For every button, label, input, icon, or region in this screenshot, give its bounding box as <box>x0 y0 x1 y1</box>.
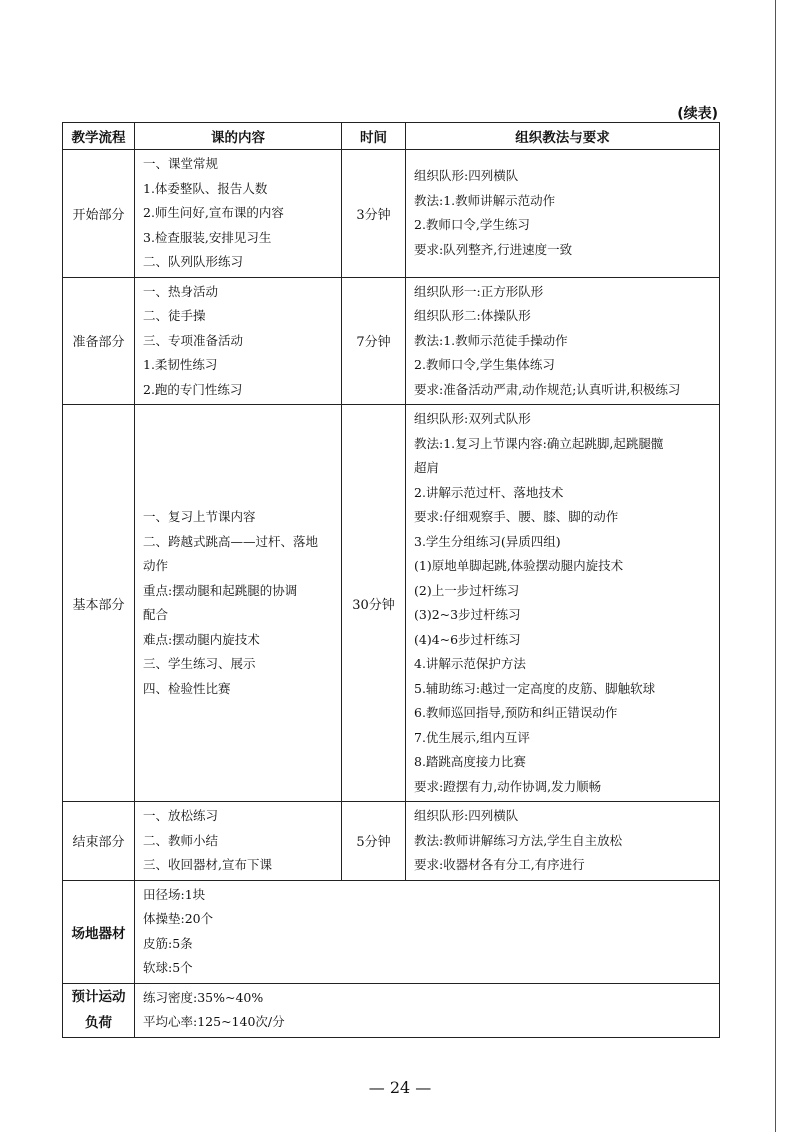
header-stage: 教学流程 <box>63 123 135 150</box>
content-line: 三、学生练习、展示 <box>143 656 256 671</box>
header-content: 课的内容 <box>135 123 342 150</box>
method-line: 5.辅助练习:越过一定高度的皮筋、脚触软球 <box>414 680 656 696</box>
equipment-item: 田径场:1块 <box>143 886 206 902</box>
table-row-prepare <box>63 277 720 405</box>
content-line: 二、徒手操 <box>143 308 206 323</box>
table-row-equipment <box>63 880 720 983</box>
content-line: 1.柔韧性练习 <box>143 357 218 372</box>
continued-label: (续表) <box>677 106 718 122</box>
method-line: 3.学生分组练习(异质四组) <box>414 533 561 549</box>
content-line: 二、教师小结 <box>143 832 219 848</box>
method-line: 7.优生展示,组内互评 <box>414 729 530 745</box>
load-label-line: 负荷 <box>85 1015 112 1031</box>
table-header-row <box>63 123 720 150</box>
load-label-line: 预计运动 <box>71 989 126 1005</box>
time-cell: 5分钟 <box>342 802 406 881</box>
time-cell: 3分钟 <box>342 150 406 278</box>
method-cell <box>406 405 720 802</box>
page-binding-line <box>775 0 776 1132</box>
time-cell: 7分钟 <box>342 277 406 405</box>
page-number: — 24 — <box>368 1078 432 1097</box>
content-line: 一、课堂常规 <box>143 156 219 171</box>
header-time: 时间 <box>342 123 406 150</box>
stage-cell: 开始部分 <box>63 150 135 278</box>
method-line: (3)2~3步过杆练习 <box>414 607 521 622</box>
method-line: 教法:1.教师示范徒手操动作 <box>414 332 568 348</box>
equipment-item: 软球:5个 <box>143 960 193 975</box>
equipment-cell <box>135 880 720 983</box>
stage-cell: 结束部分 <box>63 802 135 881</box>
stage-cell: 准备部分 <box>63 277 135 405</box>
method-line: 2.教师口令,学生集体练习 <box>414 357 555 372</box>
content-line: 一、复习上节课内容 <box>143 509 256 524</box>
content-cell <box>135 150 342 278</box>
method-line: 要求:收器材各有分工,有序进行 <box>414 857 585 872</box>
content-line: 二、队列队形练习 <box>143 254 244 269</box>
content-line: 二、跨越式跳高——过杆、落地 <box>143 533 319 549</box>
method-cell <box>406 150 720 278</box>
method-line: 组织队形二:体操队形 <box>414 308 531 323</box>
method-line: 要求:准备活动严肃,动作规范;认真听讲,积极练习 <box>414 381 681 397</box>
method-line: 4.讲解示范保护方法 <box>414 656 526 671</box>
method-line: 教法:教师讲解练习方法,学生自主放松 <box>414 832 623 848</box>
method-line: 教法:1.复习上节课内容:确立起跳脚,起跳腿髋 <box>414 435 664 451</box>
method-line: 2.讲解示范过杆、落地技术 <box>414 484 564 500</box>
load-item: 练习密度:35%~40% <box>143 989 264 1005</box>
method-line: 超肩 <box>414 460 440 475</box>
content-line: 一、放松练习 <box>143 808 219 823</box>
table-row-start <box>63 150 720 278</box>
lesson-plan-table <box>62 122 720 1038</box>
table-row-end <box>63 802 720 881</box>
load-label <box>63 983 135 1037</box>
method-line: (1)原地单脚起跳,体验摆动腿内旋技术 <box>414 558 624 573</box>
method-line: 8.踏跳高度接力比赛 <box>414 754 526 769</box>
equipment-label: 场地器材 <box>63 880 135 983</box>
method-line: 要求:队列整齐,行进速度一致 <box>414 241 573 257</box>
load-item: 平均心率:125~140次/分 <box>143 1014 285 1029</box>
content-line: 一、热身活动 <box>143 283 219 299</box>
method-line: 要求:仔细观察手、腰、膝、脚的动作 <box>414 509 619 524</box>
method-line: 2.教师口令,学生练习 <box>414 217 530 233</box>
content-cell <box>135 405 342 802</box>
content-line: 1.体委整队、报告人数 <box>143 180 268 196</box>
content-cell <box>135 802 342 881</box>
time-cell: 30分钟 <box>342 405 406 802</box>
method-line: 组织队形:四列横队 <box>414 808 519 823</box>
table-row-load <box>63 983 720 1037</box>
content-line: 动作 <box>143 558 169 573</box>
content-line: 3.检查服装,安排见习生 <box>143 229 272 245</box>
table-row-basic <box>63 405 720 802</box>
method-line: 要求:蹬摆有力,动作协调,发力顺畅 <box>414 778 602 794</box>
header-method: 组织教法与要求 <box>406 123 720 150</box>
equipment-item: 皮筋:5条 <box>143 935 193 951</box>
stage-cell: 基本部分 <box>63 405 135 802</box>
equipment-item: 体操垫:20个 <box>143 911 214 926</box>
method-cell <box>406 277 720 405</box>
content-line: 四、检验性比赛 <box>143 680 231 696</box>
method-line: 组织队形:双列式队形 <box>414 411 531 426</box>
method-line: 组织队形:四列横队 <box>414 168 519 184</box>
content-line: 三、收回器材,宣布下课 <box>143 857 272 872</box>
method-line: 组织队形一:正方形队形 <box>414 283 544 299</box>
content-cell <box>135 277 342 405</box>
content-line: 重点:摆动腿和起跳腿的协调 <box>143 582 298 598</box>
method-line: 教法:1.教师讲解示范动作 <box>414 192 556 208</box>
content-line: 配合 <box>143 607 169 622</box>
method-cell <box>406 802 720 881</box>
load-cell <box>135 983 720 1037</box>
content-line: 2.师生问好,宣布课的内容 <box>143 205 284 220</box>
method-line: (4)4~6步过杆练习 <box>414 631 521 647</box>
method-line: (2)上一步过杆练习 <box>414 582 520 598</box>
content-line: 2.跑的专门性练习 <box>143 381 243 397</box>
method-line: 6.教师巡回指导,预防和纠正错误动作 <box>414 705 618 720</box>
content-line: 难点:摆动腿内旋技术 <box>143 631 260 647</box>
content-line: 三、专项准备活动 <box>143 332 244 348</box>
